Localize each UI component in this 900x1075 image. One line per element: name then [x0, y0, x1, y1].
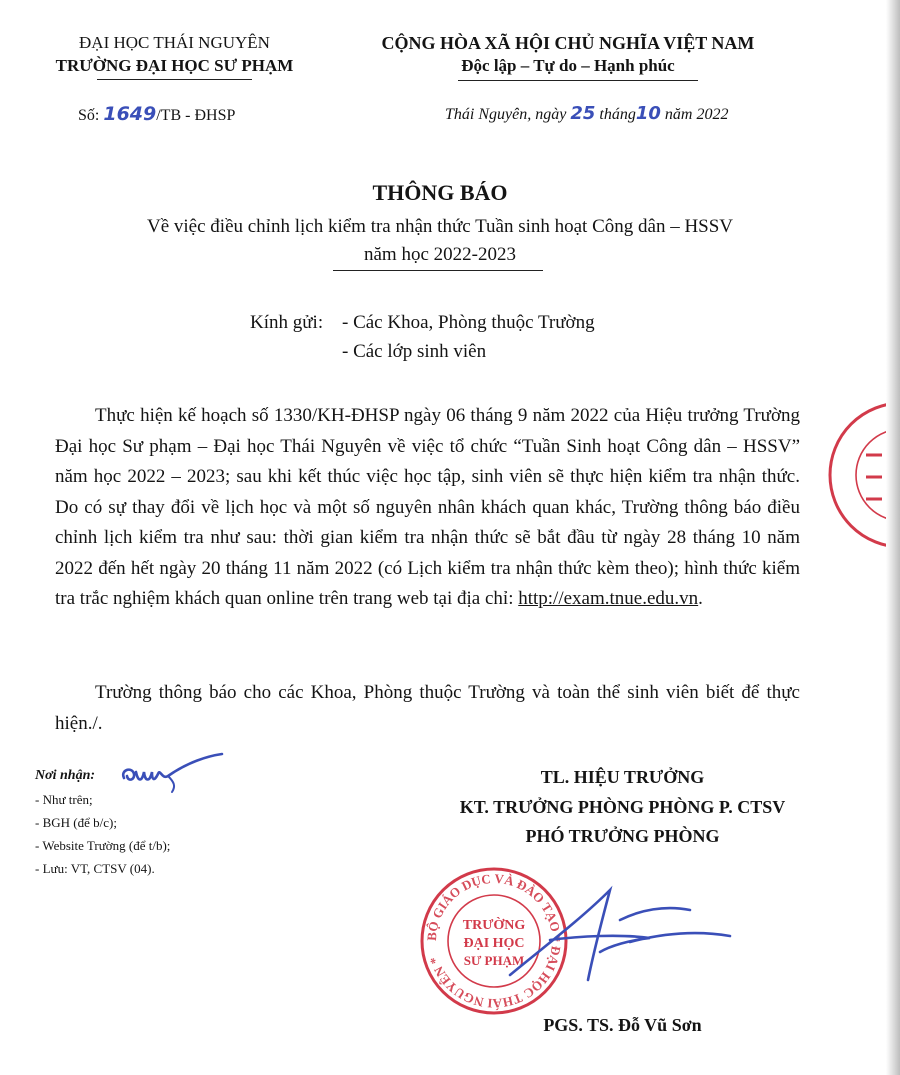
organization-name: TRƯỜNG ĐẠI HỌC SƯ PHẠM	[55, 56, 294, 75]
subject-underline	[333, 270, 543, 271]
subject-line-1: Về việc điều chỉnh lịch kiểm tra nhận thức Tuần sinh hoạt Công dân – HSSV	[146, 216, 734, 237]
seal-center-line: SƯ PHẠM	[463, 953, 525, 968]
document-type: THÔNG BÁO	[372, 180, 508, 205]
signature-title-1: TL. HIỆU TRƯỞNG	[540, 767, 705, 787]
official-signature-icon	[490, 880, 750, 990]
country-title: CỘNG HÒA XÃ HỘI CHỦ NGHĨA VIỆT NAM	[381, 33, 755, 53]
partial-edge-seal-icon	[826, 395, 886, 555]
parent-organization: ĐẠI HỌC THÁI NGUYÊN	[79, 33, 270, 52]
handwritten-day: 25	[570, 103, 596, 124]
receiver-item: - Lưu: VT, CTSV (04).	[35, 861, 155, 876]
receiver-item: - Website Trường (để t/b);	[35, 838, 171, 853]
signer-name: PGS. TS. Đỗ Vũ Sơn	[543, 1015, 702, 1035]
seal-ring-text: BỘ GIÁO DỤC VÀ ĐÀO TẠO * ĐẠI HỌC THÁI NGUYÊN *	[423, 870, 565, 1012]
organization-underline	[97, 79, 252, 80]
signature-title-2: KT. TRƯỞNG PHÒNG PHÒNG P. CTSV	[459, 797, 786, 817]
body-paragraph-2: Trường thông báo cho các Khoa, Phòng thuộc Trường và toàn thể sinh viên biết để thực hiện./.	[55, 682, 800, 734]
subject-line-2: năm học 2022-2023	[364, 244, 516, 265]
handwritten-number: 1649	[103, 103, 157, 125]
national-motto: Độc lập – Tự do – Hạnh phúc	[461, 56, 675, 75]
signature-title-3: PHÓ TRƯỞNG PHÒNG	[525, 826, 720, 846]
seal-center-line: ĐẠI HỌC	[463, 936, 525, 951]
issue-date: Thái Nguyên, ngày 25 tháng10 năm 2022	[445, 103, 729, 124]
exam-url-link[interactable]: http://exam.tnue.edu.vn	[518, 588, 699, 609]
document-number: Số: 1649/TB - ĐHSP	[78, 103, 236, 125]
receivers-label: Nơi nhận:	[35, 768, 96, 783]
recipients-label: Kính gửi:	[250, 312, 324, 333]
body-paragraph-1: Thực hiện kế hoạch số 1330/KH-ĐHSP ngày 06 tháng 9 năm 2022 của Hiệu trưởng Trường Đại học Sư phạm – Đại học Thái Nguyên về việc tổ chức “Tuần Sinh hoạt Công dân – HSSV” năm học 2022 – 2023; sau khi kết thúc việc học tập, sinh viên sẽ thực hiện kiểm tra nhận thức. Do có sự thay đổi về lịch học và một số nguyên nhân khách quan khác, Trường thông báo điều chỉnh lịch kiểm tra như sau: thời gian kiểm tra nhận thức sẽ bắt đầu từ ngày 28 tháng 10 năm 2022 đến hết ngày 20 tháng 11 năm 2022 (có Lịch kiểm tra nhận thức kèm theo); hình thức kiểm tra trắc nghiệm khách quan online trên trang web tại địa chỉ: http://exam.tnue.edu.vn.	[55, 405, 800, 609]
scan-edge-shadow	[886, 0, 900, 1075]
recipient-item: - Các Khoa, Phòng thuộc Trường	[342, 312, 595, 333]
receiver-item: - Như trên;	[35, 792, 93, 807]
seal-center-line: TRƯỜNG	[462, 918, 526, 933]
recipient-item: - Các lớp sinh viên	[342, 341, 487, 362]
receiver-item: - BGH (để b/c);	[35, 815, 117, 830]
handwritten-month: 10	[635, 103, 661, 124]
motto-underline	[458, 80, 698, 81]
initials-signature-icon	[118, 752, 228, 800]
